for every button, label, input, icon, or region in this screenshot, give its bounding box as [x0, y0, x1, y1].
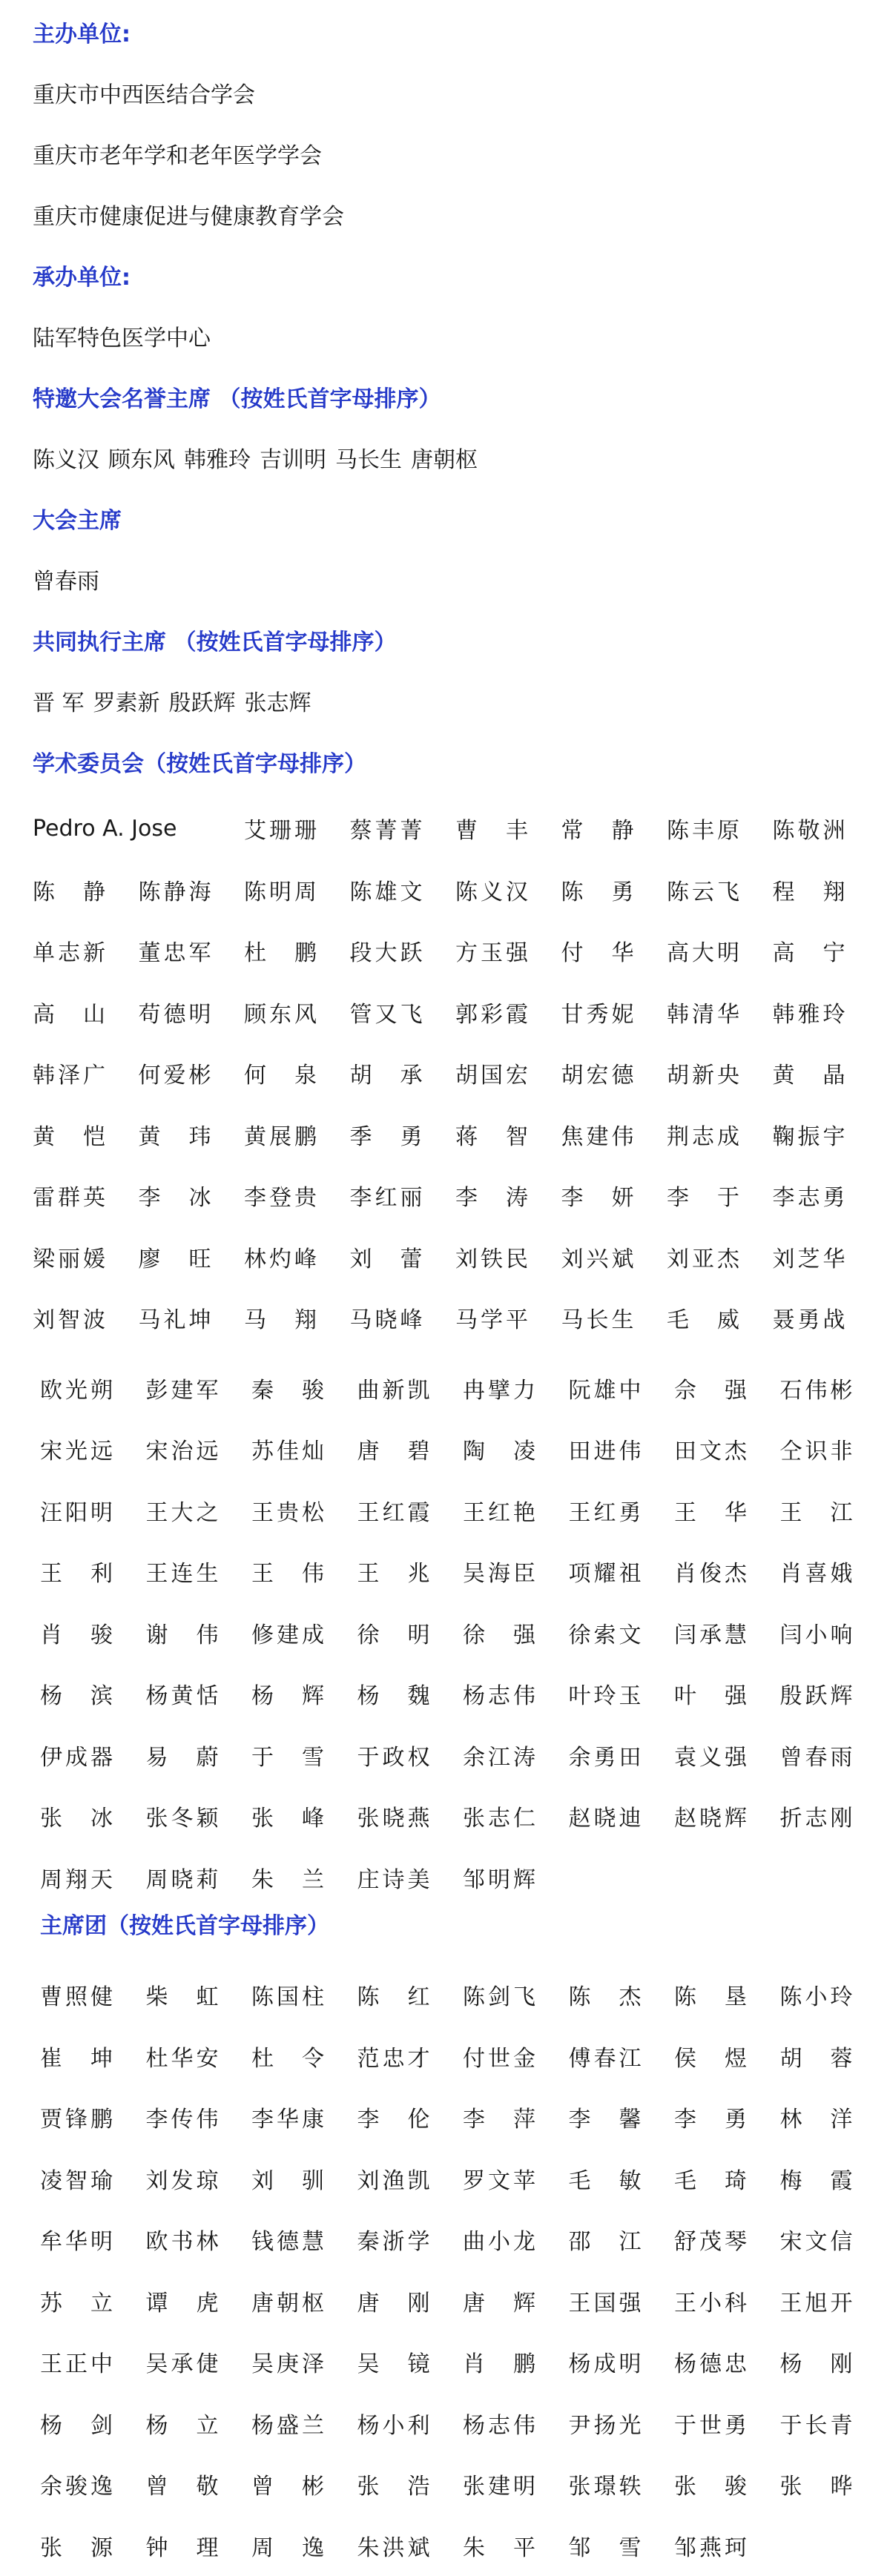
name-item: 欧书林	[145, 2229, 219, 2256]
name-item: 高山	[33, 1001, 105, 1028]
name-item: 邹明辉	[463, 1866, 535, 1893]
name-item: Pedro A. Jose	[33, 815, 177, 842]
name-item: 汪阳明	[40, 1499, 113, 1526]
name-item: 牟华明	[40, 2229, 113, 2256]
host-heading: 承办单位:	[33, 265, 131, 291]
name-item: 唐刚	[357, 2290, 430, 2316]
name-item: 张峰	[251, 1806, 324, 1832]
name-item: 刘渔凯	[357, 2167, 430, 2194]
name-item: 李萍	[463, 2107, 535, 2133]
name-item: 侯煜	[674, 2045, 747, 2072]
name-item: 胡国宏	[455, 1063, 528, 1089]
name-item: 季勇	[349, 1123, 423, 1150]
name-item: 唐朝枢	[251, 2290, 324, 2316]
name-item: 张冬颖	[145, 1806, 219, 1832]
organizer-item: 重庆市健康促进与健康教育学会	[33, 204, 344, 230]
name-item: 周逸	[251, 2534, 324, 2561]
name-item: 佘强	[674, 1377, 747, 1404]
name-item: 陈明周	[244, 879, 317, 905]
name-item: 马礼坤	[138, 1307, 211, 1334]
name-item: 王红艳	[463, 1499, 535, 1526]
name-item: 王国强	[568, 2290, 642, 2316]
name-item: 陈静海	[138, 879, 211, 905]
name-item: 闫小响	[779, 1622, 853, 1648]
name-item: 徐索文	[568, 1622, 642, 1648]
name-item: 王大之	[145, 1499, 219, 1526]
name-item: 杨黄恬	[145, 1683, 219, 1710]
host-item: 陆军特色医学中心	[33, 326, 211, 351]
name-item: 刘兴斌	[561, 1246, 634, 1272]
name-item: 韩清华	[667, 1001, 739, 1028]
name-item: 田文杰	[674, 1439, 747, 1465]
name-item: 王贵松	[251, 1499, 324, 1526]
academic-committee-heading: 学术委员会（按姓氏首字母排序）	[33, 751, 366, 777]
name-item: 陈杰	[568, 1984, 642, 2011]
name-item: 常静	[561, 818, 634, 845]
name-item: 叶玲玉	[568, 1683, 642, 1710]
academic-committee-grid-continued	[40, 1358, 887, 1909]
name-item: 余勇田	[568, 1744, 642, 1771]
name-item: 杨滨	[40, 1683, 113, 1710]
name-item: 方玉强	[455, 940, 528, 967]
name-item: 王江	[779, 1499, 853, 1526]
name-item: 范忠才	[357, 2045, 430, 2072]
name-item: 李华康	[251, 2107, 324, 2133]
name-item: 吴镜	[357, 2351, 430, 2378]
name-item: 管又飞	[349, 1001, 423, 1028]
name-item: 郭彩霞	[455, 1001, 528, 1028]
name-item: 闫承慧	[674, 1622, 747, 1648]
name-item: 叶强	[674, 1683, 747, 1710]
name-item: 杨志伟	[463, 1683, 535, 1710]
name-item: 黄恺	[33, 1123, 105, 1150]
name-item: 林洋	[779, 2107, 853, 2133]
name-item: 王正中	[40, 2351, 113, 2378]
name-item: 毛敏	[568, 2167, 642, 2194]
name-item: 殷跃辉	[168, 690, 236, 716]
name-item: 杨立	[145, 2412, 219, 2439]
name-item: 杨成明	[568, 2351, 642, 2378]
presidium-heading: 主席团（按姓氏首字母排序）	[40, 1913, 329, 1939]
name-item: 宋光远	[40, 1439, 113, 1465]
name-item: 陈义汉	[33, 447, 99, 473]
name-item: 唐朝枢	[411, 447, 478, 473]
name-item: 段大跃	[349, 940, 423, 967]
name-item: 秦骏	[251, 1377, 324, 1404]
name-item: 于世勇	[674, 2412, 747, 2439]
name-item: 林灼峰	[244, 1246, 317, 1272]
name-item: 刘发琼	[145, 2167, 219, 2194]
name-item: 张冰	[40, 1806, 113, 1832]
name-item: 刘芝华	[772, 1246, 845, 1272]
name-item: 徐强	[463, 1622, 535, 1648]
name-item: 曲新凯	[357, 1377, 430, 1404]
name-item: 黄玮	[138, 1123, 211, 1150]
name-item: 李伦	[357, 2107, 430, 2133]
name-item: 甘秀妮	[561, 1001, 634, 1028]
name-item: 陈小玲	[779, 1984, 853, 2011]
name-item: 韩雅玲	[772, 1001, 845, 1028]
name-item: 吴庚泽	[251, 2351, 324, 2378]
name-item: 余骏逸	[40, 2474, 113, 2500]
name-item: 于雪	[251, 1744, 324, 1771]
name-item: 王红勇	[568, 1499, 642, 1526]
name-item: 谢伟	[145, 1622, 219, 1648]
name-item: 邹燕珂	[674, 2534, 747, 2561]
name-item: 冉擘力	[463, 1377, 535, 1404]
name-item: 陈静	[33, 879, 105, 905]
name-item: 陈义汉	[455, 879, 528, 905]
name-item: 毛琦	[674, 2167, 747, 2194]
chair-name: 曾春雨	[33, 569, 99, 595]
name-item: 陈垦	[674, 1984, 747, 2011]
name-item: 张骏	[674, 2474, 747, 2500]
name-item: 唐碧	[357, 1439, 430, 1465]
honorary-chairs-list	[33, 430, 887, 491]
name-item: 曹丰	[455, 818, 528, 845]
name-item: 杨德忠	[674, 2351, 747, 2378]
name-item: 肖骏	[40, 1622, 113, 1648]
name-item: 邵江	[568, 2229, 642, 2256]
name-item: 张建明	[463, 2474, 535, 2500]
name-item: 宋文信	[779, 2229, 853, 2256]
name-item: 肖喜娥	[779, 1561, 853, 1588]
name-item: 鞠振宇	[772, 1123, 845, 1150]
name-item: 徐明	[357, 1622, 430, 1648]
name-item: 杨魏	[357, 1683, 430, 1710]
name-item: 王华	[674, 1499, 747, 1526]
name-item: 杨剑	[40, 2412, 113, 2439]
name-item: 张志辉	[244, 690, 311, 716]
name-item: 仝识非	[779, 1439, 853, 1465]
name-item: 刘亚杰	[667, 1246, 739, 1272]
name-item: 贾锋鹏	[40, 2107, 113, 2133]
co-chairs-heading: 共同执行主席 （按姓氏首字母排序）	[33, 630, 397, 655]
name-item: 李登贵	[244, 1185, 317, 1212]
name-item: 朱兰	[251, 1866, 324, 1893]
name-item: 周晓莉	[145, 1866, 219, 1893]
name-item: 李冰	[138, 1185, 211, 1212]
name-item: 宋治远	[145, 1439, 219, 1465]
academic-committee-grid	[33, 798, 887, 1349]
name-item: 刘驯	[251, 2167, 324, 2194]
name-item: 杜鹏	[244, 940, 317, 967]
name-item: 易蔚	[145, 1744, 219, 1771]
name-item: 何爱彬	[138, 1063, 211, 1089]
name-item: 张源	[40, 2534, 113, 2561]
name-item: 舒茂琴	[674, 2229, 747, 2256]
name-item: 李勇	[674, 2107, 747, 2133]
name-item: 于政权	[357, 1744, 430, 1771]
name-item: 项耀祖	[568, 1561, 642, 1588]
name-item: 梅霞	[779, 2167, 853, 2194]
name-item: 阮雄中	[568, 1377, 642, 1404]
name-item: 杨辉	[251, 1683, 324, 1710]
name-item: 彭建军	[145, 1377, 219, 1404]
name-item: 肖鹏	[463, 2351, 535, 2378]
name-item: 顾东风	[108, 447, 175, 473]
name-item: 王小科	[674, 2290, 747, 2316]
name-item: 单志新	[33, 940, 105, 967]
name-item: 李红丽	[349, 1185, 423, 1212]
name-item: 杨盛兰	[251, 2412, 324, 2439]
name-item: 胡蓉	[779, 2045, 853, 2072]
name-item: 付华	[561, 940, 634, 967]
name-item: 陈勇	[561, 879, 634, 905]
name-item: 吉训明	[260, 447, 326, 473]
name-item: 陈丰原	[667, 818, 739, 845]
name-item: 陈红	[357, 1984, 430, 2011]
name-item: 马长生	[561, 1307, 634, 1334]
name-item: 陈云飞	[667, 879, 739, 905]
name-item: 罗文苹	[463, 2167, 535, 2194]
name-item: 殷跃辉	[779, 1683, 853, 1710]
name-item: 钱德慧	[251, 2229, 324, 2256]
name-item: 廖旺	[138, 1246, 211, 1272]
name-item: 马学平	[455, 1307, 528, 1334]
name-item: 凌智瑜	[40, 2167, 113, 2194]
name-item: 荆志成	[667, 1123, 739, 1150]
name-item: 曲小龙	[463, 2229, 535, 2256]
name-item: 李志勇	[772, 1185, 845, 1212]
name-item: 韩雅玲	[184, 447, 251, 473]
name-item: 陶凌	[463, 1439, 535, 1465]
name-item: 唐辉	[463, 2290, 535, 2316]
name-item: 邹雪	[568, 2534, 642, 2561]
name-item: 张璟轶	[568, 2474, 642, 2500]
name-item: 何泉	[244, 1063, 317, 1089]
chair-heading: 大会主席	[33, 508, 122, 534]
name-item: 曾彬	[251, 2474, 324, 2500]
name-item: 田进伟	[568, 1439, 642, 1465]
name-item: 焦建伟	[561, 1123, 634, 1150]
name-item: 黄展鹏	[244, 1123, 317, 1150]
name-item: 谭虎	[145, 2290, 219, 2316]
organizers-heading: 主办单位:	[33, 22, 131, 47]
name-item: 曾敬	[145, 2474, 219, 2500]
name-item: 李传伟	[145, 2107, 219, 2133]
name-item: 尹扬光	[568, 2412, 642, 2439]
name-item: 顾东风	[244, 1001, 317, 1028]
name-item: 程翔	[772, 879, 845, 905]
name-item: 马翔	[244, 1307, 317, 1334]
name-item: 钟理	[145, 2534, 219, 2561]
name-item: 王旭开	[779, 2290, 853, 2316]
name-item: 秦浙学	[357, 2229, 430, 2256]
name-item: 胡承	[349, 1063, 423, 1089]
name-item: 陈雄文	[349, 879, 423, 905]
name-item: 肖俊杰	[674, 1561, 747, 1588]
name-item: 刘蕾	[349, 1246, 423, 1272]
name-item: 李于	[667, 1185, 739, 1212]
name-item: 张志仁	[463, 1806, 535, 1832]
name-item: 于长青	[779, 2412, 853, 2439]
name-item: 王兆	[357, 1561, 430, 1588]
name-item: 毛威	[667, 1307, 739, 1334]
name-item: 罗素新	[93, 690, 160, 716]
name-item: 梁丽媛	[33, 1246, 105, 1272]
name-item: 付世金	[463, 2045, 535, 2072]
name-item: 庄诗美	[357, 1866, 430, 1893]
name-item: 黄晶	[772, 1063, 845, 1089]
name-item: 曹照健	[40, 1984, 113, 2011]
presidium-grid	[40, 1964, 887, 2576]
name-item: 刘铁民	[455, 1246, 528, 1272]
name-item: 苟德明	[138, 1001, 211, 1028]
name-item: 周翔天	[40, 1866, 113, 1893]
name-item: 杨小利	[357, 2412, 430, 2439]
name-item: 石伟彬	[779, 1377, 853, 1404]
name-item: 艾珊珊	[244, 818, 317, 845]
name-item: 蒋智	[455, 1123, 528, 1150]
name-item: 张浩	[357, 2474, 430, 2500]
name-item: 赵晓迪	[568, 1806, 642, 1832]
name-item: 陈敬洲	[772, 818, 845, 845]
name-item: 苏佳灿	[251, 1439, 324, 1465]
name-item: 曾春雨	[779, 1744, 853, 1771]
name-item: 杜华安	[145, 2045, 219, 2072]
name-item: 王伟	[251, 1561, 324, 1588]
name-item: 高大明	[667, 940, 739, 967]
name-item: 蔡菁菁	[349, 818, 423, 845]
name-item: 王连生	[145, 1561, 219, 1588]
name-item: 傅春江	[568, 2045, 642, 2072]
name-item: 王红霞	[357, 1499, 430, 1526]
name-item: 余江涛	[463, 1744, 535, 1771]
name-item: 崔坤	[40, 2045, 113, 2072]
name-item: 杨志伟	[463, 2412, 535, 2439]
name-item: 伊成器	[40, 1744, 113, 1771]
name-item: 陈国柱	[251, 1984, 324, 2011]
co-chairs-list	[33, 673, 887, 734]
name-item: 胡新央	[667, 1063, 739, 1089]
name-item: 苏立	[40, 2290, 113, 2316]
name-item: 陈剑飞	[463, 1984, 535, 2011]
name-item: 晋 军	[33, 690, 85, 716]
name-item: 马长生	[335, 447, 402, 473]
name-item: 韩泽广	[33, 1063, 105, 1089]
name-item: 李涛	[455, 1185, 528, 1212]
name-item: 张晓燕	[357, 1806, 430, 1832]
organizer-item: 重庆市老年学和老年医学学会	[33, 143, 322, 169]
name-item: 张晔	[779, 2474, 853, 2500]
name-item: 刘智波	[33, 1307, 105, 1334]
name-item: 折志刚	[779, 1806, 853, 1832]
name-item: 马晓峰	[349, 1307, 423, 1334]
name-item: 雷群英	[33, 1185, 105, 1212]
name-item: 吴海臣	[463, 1561, 535, 1588]
name-item: 胡宏德	[561, 1063, 634, 1089]
name-item: 吴承倢	[145, 2351, 219, 2378]
name-item: 柴虹	[145, 1984, 219, 2011]
name-item: 欧光朔	[40, 1377, 113, 1404]
name-item: 李妍	[561, 1185, 634, 1212]
name-item: 杜令	[251, 2045, 324, 2072]
name-item: 聂勇战	[772, 1307, 845, 1334]
name-item: 董忠军	[138, 940, 211, 967]
name-item: 杨刚	[779, 2351, 853, 2378]
name-item: 高宁	[772, 940, 845, 967]
honorary-chairs-heading: 特邀大会名誉主席 （按姓氏首字母排序）	[33, 386, 441, 412]
name-item: 赵晓辉	[674, 1806, 747, 1832]
name-item: 修建成	[251, 1622, 324, 1648]
organizer-item: 重庆市中西医结合学会	[33, 82, 255, 108]
name-item: 袁义强	[674, 1744, 747, 1771]
name-item: 朱洪斌	[357, 2534, 430, 2561]
name-item: 朱平	[463, 2534, 535, 2561]
name-item: 王利	[40, 1561, 113, 1588]
name-item: 李馨	[568, 2107, 642, 2133]
